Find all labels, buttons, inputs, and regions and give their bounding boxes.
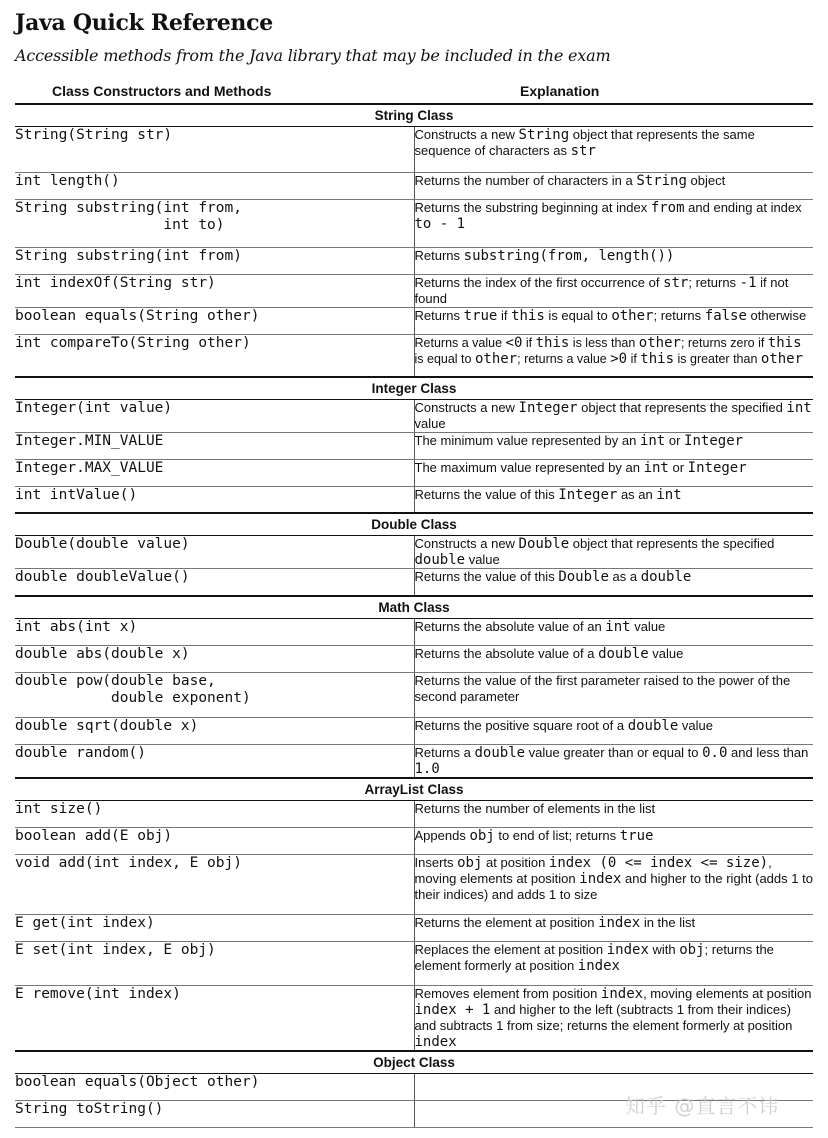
reference-table	[15, 103, 813, 1128]
method-explanation: Returns the number of elements in the list	[414, 800, 813, 827]
method-explanation: Returns the number of characters in a String object	[414, 173, 813, 200]
table-row	[15, 827, 813, 854]
method-explanation: The maximum value represented by an int or Integer	[414, 459, 813, 486]
method-explanation: Returns the substring beginning at index from and ending at index to - 1	[414, 200, 813, 248]
table-row	[15, 985, 813, 1051]
section-header-double: Double Class	[15, 513, 813, 536]
method-signature: String substring(int from)	[15, 248, 414, 275]
method-explanation: Returns the value of this Integer as an int	[414, 486, 813, 513]
table-row	[15, 459, 813, 486]
method-signature: double random()	[15, 744, 414, 778]
method-signature: E get(int index)	[15, 914, 414, 941]
method-explanation: Returns the absolute value of an int value	[414, 618, 813, 645]
table-row	[15, 127, 813, 173]
table-row	[15, 717, 813, 744]
method-explanation: Appends obj to end of list; returns true	[414, 827, 813, 854]
table-row	[15, 173, 813, 200]
table-row	[15, 914, 813, 941]
method-explanation: Constructs a new String object that represents the same sequence of characters as str	[414, 127, 813, 173]
method-signature: E set(int index, E obj)	[15, 941, 414, 985]
page-subtitle: Accessible methods from the Java library that may be included in the exam	[15, 46, 611, 65]
method-explanation: Returns the positive square root of a double value	[414, 717, 813, 744]
table-row	[15, 618, 813, 645]
method-signature: double abs(double x)	[15, 645, 414, 672]
table-row	[15, 486, 813, 513]
table-row	[15, 672, 813, 717]
table-row	[15, 569, 813, 596]
method-explanation: Replaces the element at position index with obj; returns the element formerly at position index	[414, 941, 813, 985]
method-explanation: Constructs a new Double object that represents the specified double value	[414, 536, 813, 569]
method-signature: int abs(int x)	[15, 618, 414, 645]
table-row	[15, 432, 813, 459]
table-row	[15, 941, 813, 985]
method-signature: Integer.MIN_VALUE	[15, 432, 414, 459]
table-row	[15, 275, 813, 308]
method-signature: String substring(int from, int to)	[15, 200, 414, 248]
method-signature: double sqrt(double x)	[15, 717, 414, 744]
table-row	[15, 335, 813, 377]
table-row	[15, 744, 813, 778]
section-header-object: Object Class	[15, 1051, 813, 1074]
method-explanation: Returns the element at position index in the list	[414, 914, 813, 941]
section-header-math: Math Class	[15, 596, 813, 619]
method-signature: double pow(double base, double exponent)	[15, 672, 414, 717]
method-signature: boolean equals(Object other)	[15, 1073, 414, 1100]
section-header-integer: Integer Class	[15, 377, 813, 400]
method-explanation: The minimum value represented by an int or Integer	[414, 432, 813, 459]
table-row	[15, 200, 813, 248]
method-signature: Double(double value)	[15, 536, 414, 569]
method-explanation: Returns the absolute value of a double value	[414, 645, 813, 672]
table-row	[15, 248, 813, 275]
method-signature: int size()	[15, 800, 414, 827]
method-signature: int compareTo(String other)	[15, 335, 414, 377]
column-header-explanation: Explanation	[520, 83, 600, 99]
method-explanation: Removes element from position index, moving elements at position index + 1 and higher to the left (subtracts 1 from their indices) and subtracts 1 from size; returns the element formerly at position index	[414, 985, 812, 1050]
method-explanation: Returns substring(from, length())	[414, 248, 813, 275]
watermark-text: 知乎 @直言不讳	[625, 1094, 780, 1118]
table-row	[15, 645, 813, 672]
method-signature: Integer.MAX_VALUE	[15, 459, 414, 486]
method-explanation: Returns the value of this Double as a double	[414, 569, 813, 596]
method-signature: int length()	[15, 173, 414, 200]
table-row	[15, 308, 813, 335]
method-signature: int intValue()	[15, 486, 414, 513]
method-signature: int indexOf(String str)	[15, 275, 414, 308]
method-explanation: Constructs a new Integer object that represents the specified int value	[414, 399, 812, 431]
table-row	[15, 800, 813, 827]
method-explanation: Returns a value <0 if this is less than other; returns zero if this is equal to other; returns a value >0 if this is greater than other	[414, 335, 813, 377]
method-signature: String toString()	[15, 1100, 414, 1127]
method-signature: String(String str)	[15, 127, 414, 173]
method-signature: double doubleValue()	[15, 569, 414, 596]
method-explanation: Returns the index of the first occurrence of str; returns -1 if not found	[414, 275, 813, 308]
method-explanation: Inserts obj at position index (0 <= index <= size), moving elements at position index and higher to the right (adds 1 to their indices) and adds 1 to size	[414, 854, 813, 914]
table-row	[15, 536, 813, 569]
method-explanation: Returns the value of the first parameter raised to the power of the second parameter	[414, 672, 813, 717]
method-signature: void add(int index, E obj)	[15, 854, 414, 914]
method-signature: Integer(int value)	[15, 399, 414, 432]
method-signature: boolean add(E obj)	[15, 827, 414, 854]
method-explanation: Returns a double value greater than or equal to 0.0 and less than 1.0	[414, 744, 813, 778]
method-signature: E remove(int index)	[15, 985, 414, 1051]
table-row	[15, 854, 813, 914]
method-signature: boolean equals(String other)	[15, 308, 414, 335]
section-header-arraylist: ArrayList Class	[15, 778, 813, 801]
page-title: Java Quick Reference	[15, 10, 273, 36]
table-row	[15, 399, 813, 432]
section-header-string: String Class	[15, 104, 813, 127]
method-explanation: Returns true if this is equal to other; returns false otherwise	[414, 308, 813, 335]
column-header-methods: Class Constructors and Methods	[52, 83, 272, 99]
